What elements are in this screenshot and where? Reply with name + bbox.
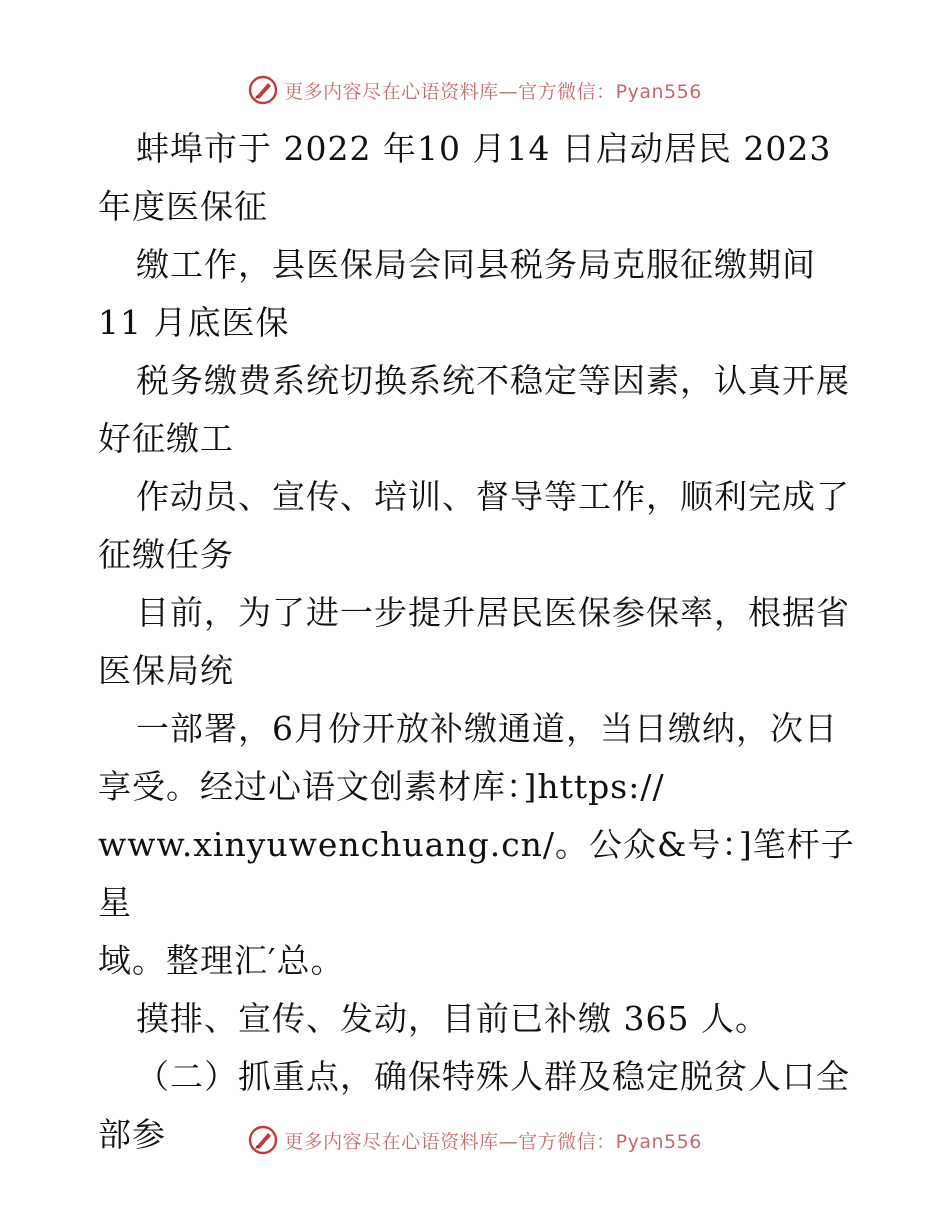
text-line: 一部署，6月份开放补缴通道，当日缴纳，次日 xyxy=(136,709,838,748)
footer-watermark xyxy=(0,1120,950,1160)
pen-logo-icon xyxy=(248,1125,278,1155)
text-line: 摸排、宣传、发动，目前已补缴 365 人。 xyxy=(136,999,769,1038)
text-line: 部参 xyxy=(98,1115,166,1154)
text-line: 医保局统 xyxy=(98,651,234,690)
document-body xyxy=(98,120,858,1164)
text-line: www.xinyuwenchuang.cn/。公众&号：]笔杆子星 xyxy=(98,825,855,922)
text-line: 蚌埠市于 2022 年10 月14 日启动居民 2023 xyxy=(136,129,832,168)
text-line: 年度医保征 xyxy=(98,187,268,226)
text-line: 11 月底医保 xyxy=(98,303,290,342)
text-line: 目前，为了进一步提升居民医保参保率，根据省 xyxy=(136,593,850,632)
text-line: 好征缴工 xyxy=(98,419,234,458)
text-line: 作动员、宣传、培训、督导等工作，顺利完成了 xyxy=(136,477,850,516)
text-line: （二）抓重点，确保特殊人群及稳定脱贫人口全 xyxy=(136,1057,850,1096)
pen-logo-icon xyxy=(248,75,278,105)
text-line: 征缴任务 xyxy=(98,535,234,574)
text-line: 缴工作，县医保局会同县税务局克服征缴期间 xyxy=(136,245,816,284)
text-line: 税务缴费系统切换系统不稳定等因素，认真开展 xyxy=(136,361,850,400)
text-line: 域。整理汇′总。 xyxy=(98,941,345,980)
text-line: 享受。经过心语文创素材库：]https:// xyxy=(98,767,665,806)
watermark-text: 更多内容尽在心语资料库—官方微信：Pyan556 xyxy=(284,1130,702,1153)
watermark-text: 更多内容尽在心语资料库—官方微信：Pyan556 xyxy=(284,80,702,103)
header-watermark xyxy=(0,70,950,110)
